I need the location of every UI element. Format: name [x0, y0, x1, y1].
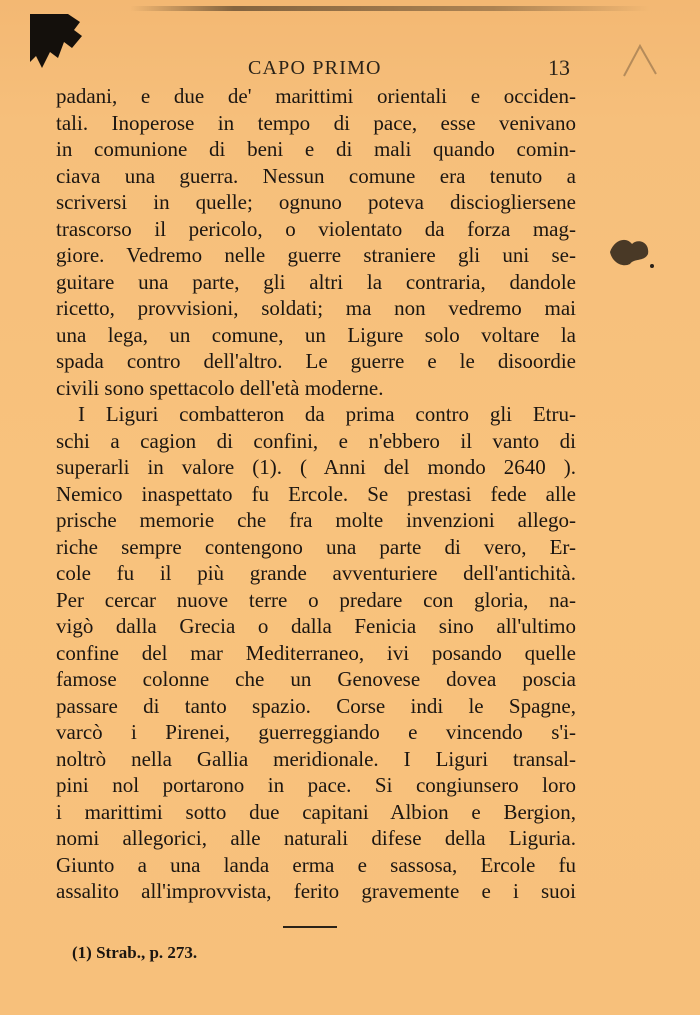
paragraph-2 — [56, 401, 576, 905]
footnote-rule — [283, 926, 337, 928]
text-line: ricetto, provvisioni, soldati; ma non vedremo mai — [56, 296, 576, 320]
text-line: superarli in valore (1). ( Anni del mondo 2640 ). — [56, 455, 576, 479]
text-line: vigò dalla Grecia o dalla Fenicia sino all'ultimo — [56, 614, 576, 638]
text-line: Nemico inaspettato fu Ercole. Se prestasi fede alle — [56, 481, 576, 506]
text-line: trascorso il pericolo, o violentato da forza mag- — [56, 216, 576, 241]
text-line: Per cercar nuove terre o predare con gloria, na- — [56, 587, 576, 612]
top-shadow-rule — [130, 6, 650, 11]
text-line: tali. Inoperose in tempo di pace, esse venivano — [56, 110, 576, 135]
page-header — [0, 55, 700, 85]
text-line: riche sempre contengono una parte di vero, Er- — [56, 534, 576, 559]
text-line: famose colonne che un Genovese dovea poscia — [56, 667, 576, 691]
text-line: in comunione di beni e di mali quando comin- — [56, 137, 576, 161]
text-line: ciava una guerra. Nessun comune era tenuto a — [56, 163, 576, 188]
text-line: pini nol portarono in pace. Si congiunsero loro — [56, 773, 576, 797]
text-line: assalito all'improvvista, ferito gravemente e i suoi — [56, 879, 576, 903]
text-line: schi a cagion di confini, e n'ebbero il vanto di — [56, 428, 576, 453]
footnote: (1) Strab., p. 273. — [72, 943, 198, 962]
text-line: i marittimi sotto due capitani Albion e Bergion, — [56, 799, 576, 824]
body-text — [56, 83, 576, 905]
text-line: noltrò nella Gallia meridionale. I Liguri transal- — [56, 746, 576, 771]
text-line: civili sono spettacolo dell'età moderne. — [56, 375, 384, 400]
ink-blot-mark — [604, 232, 656, 272]
text-line: spada contro dell'altro. Le guerre e le disoordie — [56, 349, 576, 373]
text-line: una lega, un comune, un Ligure solo voltare la — [56, 322, 576, 347]
text-line: padani, e due de' marittimi orientali e occiden- — [56, 84, 576, 108]
text-line: prische memorie che fra molte invenzioni allego- — [56, 508, 576, 532]
text-line: nomi allegorici, alle naturali difese della Liguria. — [56, 826, 576, 850]
text-line: guitare una parte, gli altri la contraria, dandole — [56, 269, 576, 294]
text-line: confine del mar Mediterraneo, ivi posando quelle — [56, 640, 576, 665]
paragraph-1 — [56, 83, 576, 401]
text-line: scriversi in quelle; ognuno poteva disciogliersene — [56, 190, 576, 214]
text-line: Giunto a una landa erma e sassosa, Ercole fu — [56, 852, 576, 877]
page-number: 13 — [548, 55, 570, 80]
running-head: CAPO PRIMO — [248, 57, 382, 79]
text-line: cole fu il più grande avventuriere dell'antichità. — [56, 561, 576, 585]
text-line: giore. Vedremo nelle guerre straniere gli uni se- — [56, 243, 576, 267]
text-line: passare di tanto spazio. Corse indi le Spagne, — [56, 693, 576, 718]
text-line: I Liguri combatteron da prima contro gli Etru- — [78, 402, 576, 426]
text-line: varcò i Pirenei, guerreggiando e vincendo s'i- — [56, 720, 576, 744]
